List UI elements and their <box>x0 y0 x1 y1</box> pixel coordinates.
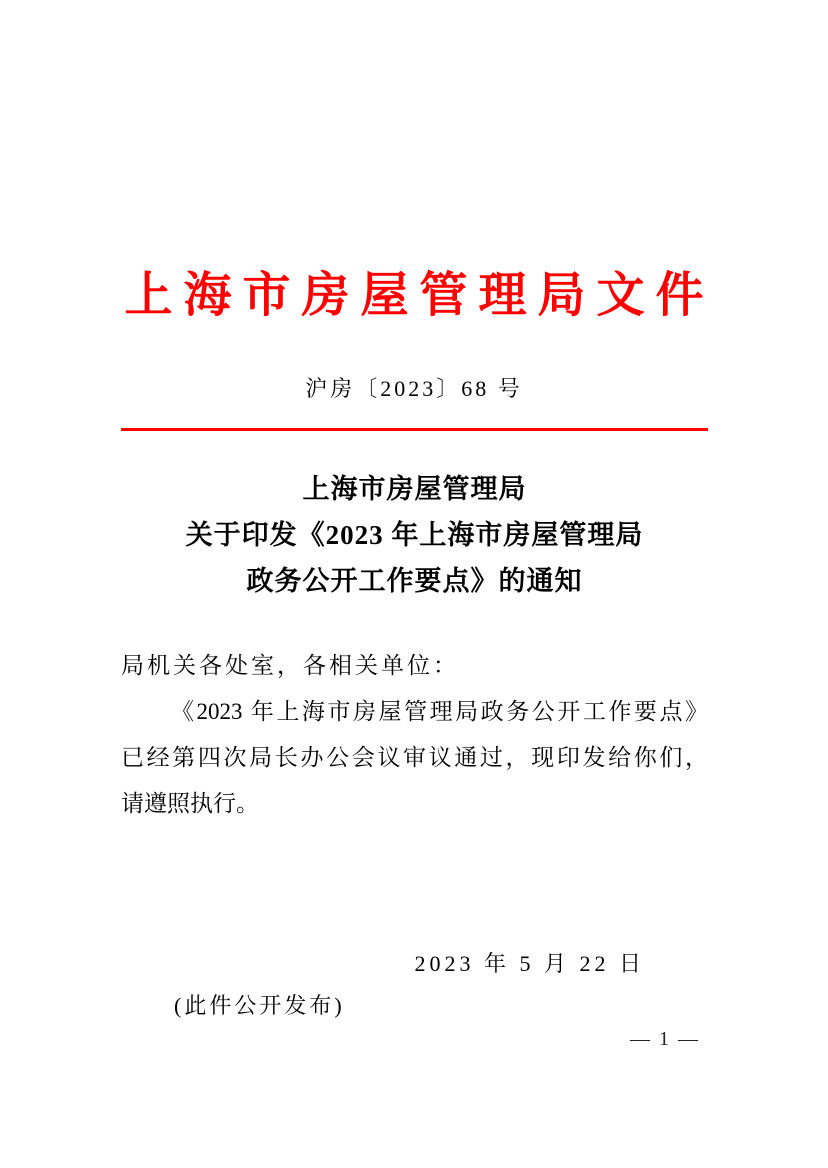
public-release-note: (此件公开发布) <box>174 993 345 1018</box>
document-title-line-1: 上海市房屋管理局 <box>302 474 527 504</box>
document-title <box>121 466 708 604</box>
red-separator-line <box>121 428 708 431</box>
document-body <box>121 643 708 827</box>
body-line-3: 请遵照执行。 <box>121 791 259 816</box>
salutation-line: 局机关各处室，各相关单位： <box>121 653 459 678</box>
document-title-line-3: 政务公开工作要点》的通知 <box>246 566 583 596</box>
page-number: — 1 — <box>630 1028 700 1050</box>
issue-date: 2023 年 5 月 22 日 <box>414 951 645 976</box>
masthead-title: 上海市房屋管理局文件 <box>124 269 715 322</box>
document-title-line-2: 关于印发《2023 年上海市房屋管理局 <box>185 520 644 550</box>
document-number: 沪房〔2023〕68 号 <box>305 376 523 401</box>
body-line-1: 《2023 年上海市房屋管理局政务公开工作要点》 <box>171 699 708 724</box>
body-line-2: 已经第四次局长办公会议审议通过，现印发给你们， <box>121 745 708 770</box>
